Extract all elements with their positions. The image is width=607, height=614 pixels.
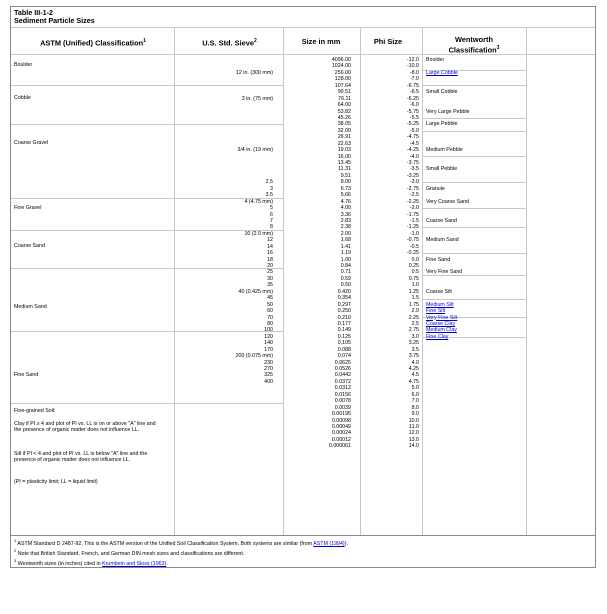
title-divider: [11, 27, 595, 28]
phi-cell: 13.0: [408, 436, 419, 443]
sieve-cell: 170: [264, 346, 273, 353]
size-mm-cell: 0.149: [337, 327, 351, 334]
size-mm-cell: 2.83: [340, 217, 351, 224]
phi-cell: -2.75: [406, 185, 419, 192]
size-mm-column: [287, 57, 351, 450]
phi-cell: -1.5: [409, 217, 419, 224]
sieve-cell: 10 (2.0 mm): [244, 230, 273, 237]
phi-cell: 4.0: [411, 359, 419, 366]
size-mm-cell: 0.0526: [334, 366, 351, 372]
phi-column: [363, 57, 419, 450]
wentworth-cell: Coarse Sand: [426, 217, 457, 224]
size-mm-cell: 0.125: [337, 333, 351, 340]
size-mm-cell: 0.000061: [328, 443, 351, 450]
phi-cell: -6.75: [406, 82, 419, 89]
phi-cell: -3.75: [406, 160, 419, 166]
size-mm-cell: 0.297: [337, 301, 351, 308]
size-mm-cell: 5.66: [340, 192, 351, 199]
astm-fine-grained-soil: Fine-grained Soil:: [14, 408, 56, 414]
wentworth-cell: Small Pebble: [426, 166, 458, 173]
phi-cell: 3.75: [408, 353, 419, 360]
phi-cell: -10.0: [406, 63, 419, 70]
phi-cell: 2.25: [408, 314, 419, 321]
astm-divider: [11, 268, 174, 269]
header-astm: ASTM (Unified) Classification$^1$: [40, 38, 146, 48]
size-mm-cell: 0.00098: [331, 417, 351, 424]
astm-coarse-gravel: Coarse Gravel: [14, 140, 49, 146]
phi-cell: -2.0: [409, 205, 419, 212]
phi-cell: -8.0: [409, 69, 419, 76]
wentworth-cell: Coarse Silt: [426, 288, 452, 295]
size-mm-cell: 0.59: [340, 275, 351, 282]
wentworth-cell[interactable]: Medium Silt: [426, 301, 454, 308]
size-mm-cell: 256.00: [334, 69, 351, 76]
wentworth-cell: Small Cobble: [426, 89, 458, 96]
size-mm-cell: 19.03: [337, 147, 351, 154]
size-mm-cell: 1.19: [340, 250, 351, 257]
sieve-cell: 230: [264, 359, 273, 366]
size-mm-cell: 0.0625: [334, 359, 351, 366]
wentworth-cell: Medium Pebble: [426, 147, 463, 154]
wentworth-cell[interactable]: Medium Clay: [426, 327, 457, 334]
phi-cell: -0.5: [409, 243, 419, 250]
phi-cell: 9.0: [411, 411, 419, 418]
phi-cell: 4.25: [408, 366, 419, 372]
phi-cell: 5.0: [411, 385, 419, 392]
wentworth-cell: Large Pebble: [426, 121, 458, 128]
size-mm-cell: 0.00049: [331, 423, 351, 430]
size-mm-cell: 1.41: [340, 243, 351, 250]
sieve-cell: 3/4 in. (19 mm): [237, 147, 273, 154]
size-mm-cell: 0.00012: [331, 436, 351, 443]
size-mm-cell: 0.177: [337, 320, 351, 327]
sieve-cell: [177, 443, 273, 449]
astm-fine-gravel: Fine Gravel: [14, 205, 42, 211]
phi-cell: -4.0: [409, 153, 419, 160]
phi-cell: -2.5: [409, 192, 419, 199]
size-mm-cell: 22.63: [337, 140, 351, 147]
size-mm-cell: 9.51: [340, 172, 351, 179]
col-divider: [360, 28, 361, 535]
wentworth-cell: Very Coarse Sand: [426, 198, 469, 205]
footnote-2: $^2$ Note that British Standard, French, and German DIN mesh sizes and classifications are different.: [14, 548, 245, 557]
phi-cell: -6.25: [406, 95, 419, 102]
phi-cell: 6.0: [411, 391, 419, 398]
header-wentworth: Wentworth Classification$^3$: [448, 35, 500, 55]
phi-cell: 14.0: [408, 443, 419, 450]
size-mm-cell: 3.36: [340, 211, 351, 218]
phi-cell: 2.0: [411, 308, 419, 315]
phi-cell: -1.75: [406, 211, 419, 218]
header-size-mm: Size in mm: [301, 37, 341, 46]
astm-silt-note: Silt if PI < 4 and plot of PI vs. LL is below "A" line and the presence of organic matter does not influence LL.: [14, 451, 148, 464]
phi-cell: -1.25: [406, 224, 419, 231]
size-mm-cell: 0.0372: [334, 378, 351, 385]
size-mm-cell: 26.91: [337, 134, 351, 141]
wentworth-cell: Fine Sand: [426, 256, 451, 263]
size-mm-cell: 90.51: [337, 89, 351, 96]
size-mm-cell: 2.00: [340, 230, 351, 237]
size-mm-cell: 0.0039: [334, 404, 351, 411]
sieve-cell: 270: [264, 366, 273, 372]
phi-cell: -7.0: [409, 76, 419, 83]
wentworth-cell[interactable]: Large Cobble: [426, 69, 458, 76]
size-mm-cell: 0.250: [337, 308, 351, 315]
phi-cell: -0.75: [406, 237, 419, 244]
sieve-cell: 200 (0.075 mm): [235, 353, 273, 360]
sieve-cell: 12: [267, 237, 273, 244]
phi-cell: 0.25: [408, 263, 419, 269]
wentworth-cell[interactable]: Very Fine Silt: [426, 314, 458, 321]
phi-cell: -12.0: [406, 57, 419, 63]
phi-cell: -4.25: [406, 147, 419, 154]
sieve-column: [177, 57, 273, 450]
size-mm-cell: 45.26: [337, 114, 351, 121]
size-mm-cell: 4.76: [340, 198, 351, 205]
astm-medium-sand: Medium Sand: [14, 304, 47, 310]
size-mm-cell: 76.11: [338, 95, 351, 102]
size-mm-cell: 11.31: [338, 166, 351, 173]
phi-cell: 1.0: [411, 282, 419, 289]
phi-cell: -3.5: [409, 166, 419, 173]
sieve-cell: 5: [270, 205, 273, 212]
phi-cell: -1.0: [409, 230, 419, 237]
size-mm-cell: 0.420: [337, 288, 351, 295]
astm-coarse-sand: Coarse Sand: [14, 243, 45, 249]
astm-divider: [11, 230, 174, 231]
size-mm-cell: 0.210: [337, 314, 351, 321]
phi-cell: 3.5: [411, 346, 419, 353]
phi-cell: 0.75: [408, 275, 419, 282]
phi-cell: -4.5: [409, 140, 419, 147]
size-mm-cell: 0.0442: [334, 372, 351, 379]
size-mm-cell: 1024.00: [331, 63, 351, 70]
astm-fine-sand: Fine Sand: [14, 372, 39, 378]
size-mm-cell: 8.00: [340, 179, 351, 186]
size-mm-cell: 0.84: [340, 263, 351, 269]
sieve-cell: 80: [267, 320, 273, 327]
size-mm-cell: 0.00195: [331, 411, 351, 418]
size-mm-cell: 0.0312: [334, 385, 351, 392]
phi-cell: 1.5: [411, 295, 419, 302]
size-mm-cell: 64.00: [337, 102, 351, 109]
phi-cell: -5.75: [406, 108, 419, 115]
sieve-cell: 6: [270, 211, 273, 218]
size-mm-cell: 0.354: [337, 295, 351, 302]
wentworth-cell[interactable]: Fine Clay: [426, 333, 449, 340]
size-mm-cell: 0.088: [337, 346, 351, 353]
sieve-cell: 12 in. (300 mm): [235, 69, 273, 76]
phi-cell: 0.5: [411, 269, 419, 276]
sieve-cell: 3.5: [265, 192, 273, 199]
footnote-divider: [11, 535, 595, 536]
sieve-cell: 14: [267, 243, 273, 250]
size-mm-cell: 0.71: [340, 269, 351, 276]
phi-cell: -0.25: [406, 250, 419, 257]
phi-cell: 1.25: [408, 288, 419, 295]
astm-divider: [11, 198, 174, 199]
phi-cell: 11.0: [409, 423, 419, 430]
sieve-cell: 50: [267, 301, 273, 308]
size-mm-cell: 2.38: [340, 224, 351, 231]
wentworth-cell: Granule: [426, 185, 445, 192]
sieve-cell: 140: [264, 340, 273, 347]
wentworth-cell[interactable]: Fine Silt: [426, 308, 446, 315]
sieve-cell: 2.5: [265, 179, 273, 186]
astm-divider: [11, 124, 174, 125]
phi-cell: -2.25: [406, 198, 419, 205]
phi-cell: -3.25: [406, 172, 419, 179]
phi-cell: 0.0: [411, 256, 419, 263]
krumbein-sloss-link[interactable]: Krumbein and Sloss (1963): [102, 560, 167, 567]
astm-boulder: Boulder: [14, 62, 33, 68]
phi-cell: 3.25: [408, 340, 419, 347]
size-mm-cell: 53.82: [337, 108, 351, 115]
sieve-cell: 400: [264, 378, 273, 385]
col-divider: [526, 28, 527, 535]
sieve-cell: 60: [267, 308, 273, 315]
table-title: Sediment Particle Sizes: [14, 16, 95, 25]
sieve-cell: 20: [267, 263, 273, 269]
size-mm-cell: 6.73: [340, 185, 351, 192]
phi-cell: 12.0: [408, 430, 419, 437]
sieve-cell: 16: [267, 250, 273, 257]
size-mm-cell: 32.00: [337, 127, 351, 134]
phi-cell: -5.5: [409, 114, 419, 121]
footnote-1: $^1$ ASTM Standard D 2487-92. This is the ASTM version of the Unified Soil Classification System. Both systems are similar (from ASTM (1994)).: [14, 538, 348, 547]
phi-cell: -3.0: [409, 179, 419, 186]
sieve-cell: 3 in. (75 mm): [241, 95, 273, 102]
sediment-table-panel: [10, 6, 596, 568]
phi-cell: 8.0: [411, 404, 419, 411]
sieve-cell: 8: [270, 224, 273, 231]
size-mm-cell: 0.00024: [331, 430, 351, 437]
sieve-cell: 45: [267, 295, 273, 302]
sieve-cell: 40 (0.425 mm): [238, 288, 273, 295]
phi-cell: 2.5: [411, 320, 419, 327]
sieve-cell: 325: [264, 372, 273, 379]
phi-cell: 7.0: [411, 398, 419, 405]
col-divider: [174, 28, 175, 535]
header-sieve: U.S. Std. Sieve$^2$: [202, 38, 257, 48]
phi-cell: 4.75: [408, 378, 419, 385]
table-number: Table III-1-2: [14, 8, 54, 17]
sieve-cell: 35: [267, 282, 273, 289]
phi-cell: 10.0: [408, 417, 419, 424]
sieve-cell: 25: [267, 269, 273, 276]
size-mm-cell: 38.05: [337, 121, 351, 128]
sieve-cell: 100: [264, 327, 273, 334]
phi-cell: -5.0: [409, 127, 419, 134]
astm-clay-note: Clay if PI ≥ 4 and plot of PI vs. LL is on or above "A" line and the presence of organic matter does not influence LL.: [14, 421, 156, 434]
wentworth-cell[interactable]: Coarse Clay: [426, 320, 456, 327]
size-mm-cell: 1.00: [340, 256, 351, 263]
header-phi: Phi Size: [373, 37, 403, 46]
sieve-cell: 70: [267, 314, 273, 321]
wentworth-cell: Very Fine Sand: [426, 269, 463, 276]
sieve-cell: 18: [267, 256, 273, 263]
astm-divider: [11, 331, 174, 332]
phi-cell: 1.75: [408, 301, 419, 308]
astm-1994-link[interactable]: ASTM (1994): [313, 540, 345, 547]
footnote-3: $^3$ Wentworth sizes (in inches) cited in Krumbein and Sloss (1963).: [14, 558, 168, 567]
astm-cobble: Cobble: [14, 95, 31, 101]
size-mm-cell: 0.105: [337, 340, 351, 347]
astm-pi-note: (PI = plasticity limit; LL = liquid limit): [14, 479, 98, 485]
astm-divider: [11, 403, 174, 404]
phi-cell: -6.0: [409, 102, 419, 109]
wentworth-cell: Medium Sand: [426, 237, 459, 244]
wentworth-cell: Boulder: [426, 57, 445, 63]
size-mm-cell: 16.00: [337, 153, 351, 160]
phi-cell: 3.0: [411, 333, 419, 340]
sieve-cell: 120: [264, 333, 273, 340]
sieve-cell: 7: [270, 217, 273, 224]
size-mm-cell: 0.50: [340, 282, 351, 289]
phi-cell: -5.25: [406, 121, 419, 128]
phi-cell: 2.75: [408, 327, 419, 334]
header-divider: [11, 54, 595, 55]
size-mm-cell: 4.00: [340, 205, 351, 212]
sieve-cell: 4 (4.75 mm): [244, 198, 273, 205]
size-mm-cell: 0.074: [337, 353, 351, 360]
phi-cell: 4.5: [411, 372, 419, 379]
wentworth-cell: Very Large Pebble: [426, 108, 470, 115]
sieve-cell: 30: [267, 275, 273, 282]
size-mm-cell: 0.0078: [334, 398, 351, 405]
size-mm-cell: 128.00: [334, 76, 351, 83]
wentworth-cell: [426, 443, 524, 449]
col-divider: [283, 28, 284, 535]
size-mm-cell: 107.64: [334, 82, 351, 89]
size-mm-cell: 4096.00: [331, 57, 351, 63]
astm-divider: [11, 85, 174, 86]
phi-cell: -6.5: [409, 89, 419, 96]
sieve-cell: 3: [270, 185, 273, 192]
size-mm-cell: 13.45: [337, 160, 351, 166]
wentworth-column: [426, 57, 524, 450]
size-mm-cell: 0.0156: [334, 391, 351, 398]
col-divider: [422, 28, 423, 535]
size-mm-cell: 1.68: [340, 237, 351, 244]
phi-cell: -4.75: [406, 134, 419, 141]
